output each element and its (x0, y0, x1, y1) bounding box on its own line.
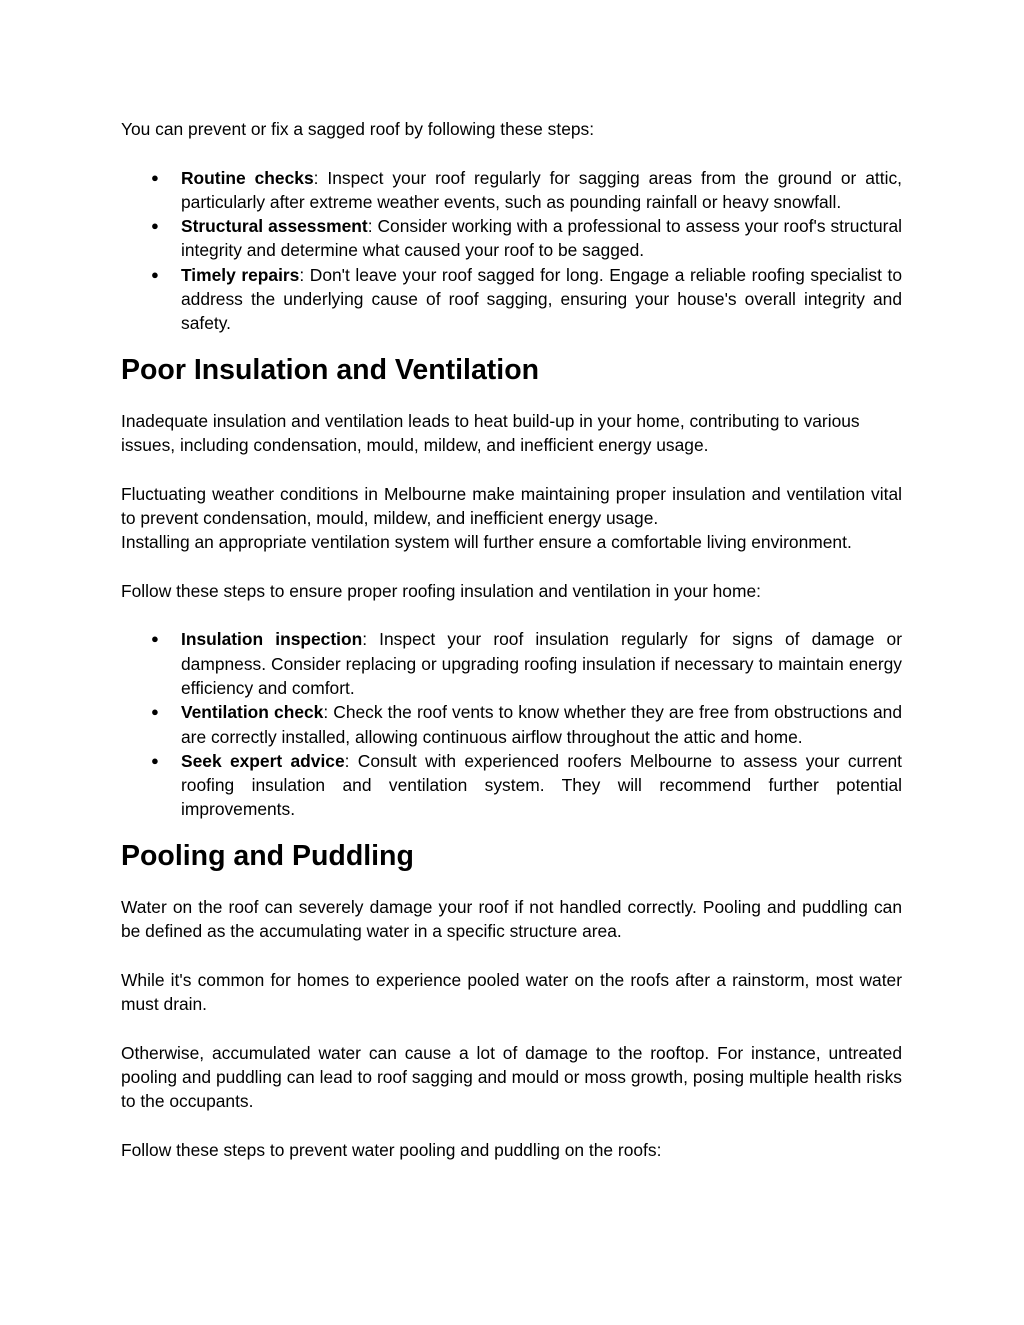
insulation-paragraph-4: Follow these steps to ensure proper roofing insulation and ventilation in your home: (121, 580, 761, 601)
list-item-term: Structural assessment (181, 216, 368, 237)
list-item-seek-expert-advice (121, 749, 902, 822)
list-item-term: Timely repairs (181, 264, 300, 285)
pooling-paragraph-4: Follow these steps to prevent water pooling and puddling on the roofs: (121, 1139, 662, 1160)
pooling-paragraph-1: Water on the roof can severely damage your roof if not handled correctly. Pooling and puddling can be defined as the accumulating water in a specific structure area. (121, 896, 902, 942)
list-item-timely-repairs (121, 263, 902, 336)
list-item-insulation-inspection (121, 627, 902, 700)
list-item-text: : Consult with experienced roofers Melbourne to assess your current roofing insulation and ventilation system. They will recommend further potential improvements. (181, 750, 902, 820)
list-item-term: Insulation inspection (181, 629, 363, 650)
insulation-paragraph-2: Fluctuating weather conditions in Melbourne make maintaining proper insulation and ventilation vital to prevent condensation, mould, mildew, and inefficient energy usage. (121, 483, 902, 528)
bullet-icon: ● (151, 169, 159, 185)
list-item-term: Routine checks (181, 167, 314, 188)
insulation-paragraph-3: Installing an appropriate ventilation system will further ensure a comfortable living environment. (121, 532, 852, 553)
sagged-roof-steps-list (121, 166, 902, 336)
list-item-text: : Inspect your roof regularly for sagging areas from the ground or attic, particularly after extreme weather events, such as pounding rainfall or heavy snowfall. (181, 167, 902, 212)
bullet-icon: ● (151, 631, 159, 647)
intro-paragraph: You can prevent or fix a sagged roof by following these steps: (121, 119, 595, 139)
section-heading-insulation: Poor Insulation and Ventilation (121, 353, 540, 386)
list-item-term: Seek expert advice (181, 750, 345, 771)
pooling-paragraph-3: Otherwise, accumulated water can cause a lot of damage to the rooftop. For instance, untreated pooling and puddling can lead to roof sagging and mould or moss growth, posing multiple health risks to the occupants. (121, 1042, 902, 1112)
document-page (121, 117, 902, 1162)
insulation-paragraph-1: Inadequate insulation and ventilation leads to heat build-up in your home, contributing to various issues, including condensation, mould, mildew, and inefficient energy usage. (121, 410, 860, 455)
list-item-text: : Don't leave your roof sagged for long. Engage a reliable roofing specialist to address the underlying cause of roof sagging, ensuring your house's overall integrity and safety. (181, 264, 902, 334)
bullet-icon: ● (151, 704, 159, 720)
list-item-ventilation-check (121, 700, 902, 749)
list-item-text: : Check the roof vents to know whether they are free from obstructions and are correctly installed, allowing continuous airflow throughout the attic and home. (181, 702, 902, 747)
bullet-icon: ● (151, 218, 159, 234)
insulation-steps-list (121, 627, 902, 821)
list-item-structural-assessment (121, 214, 902, 263)
bullet-icon: ● (151, 752, 159, 768)
list-item-text: : Inspect your roof insulation regularly for signs of damage or dampness. Consider replacing or upgrading roofing insulation if necessary to maintain energy efficiency and comfort. (181, 629, 903, 698)
list-item-term: Ventilation check (181, 702, 324, 723)
bullet-icon: ● (151, 266, 159, 282)
pooling-paragraph-2: While it's common for homes to experience pooled water on the roofs after a rainstorm, most water must drain. (121, 969, 902, 1014)
list-item-text: : Consider working with a professional to assess your roof's structural integrity and determine what caused your roof to be sagged. (181, 216, 902, 261)
list-item-routine-checks (121, 166, 902, 215)
section-heading-pooling: Pooling and Puddling (121, 839, 414, 872)
